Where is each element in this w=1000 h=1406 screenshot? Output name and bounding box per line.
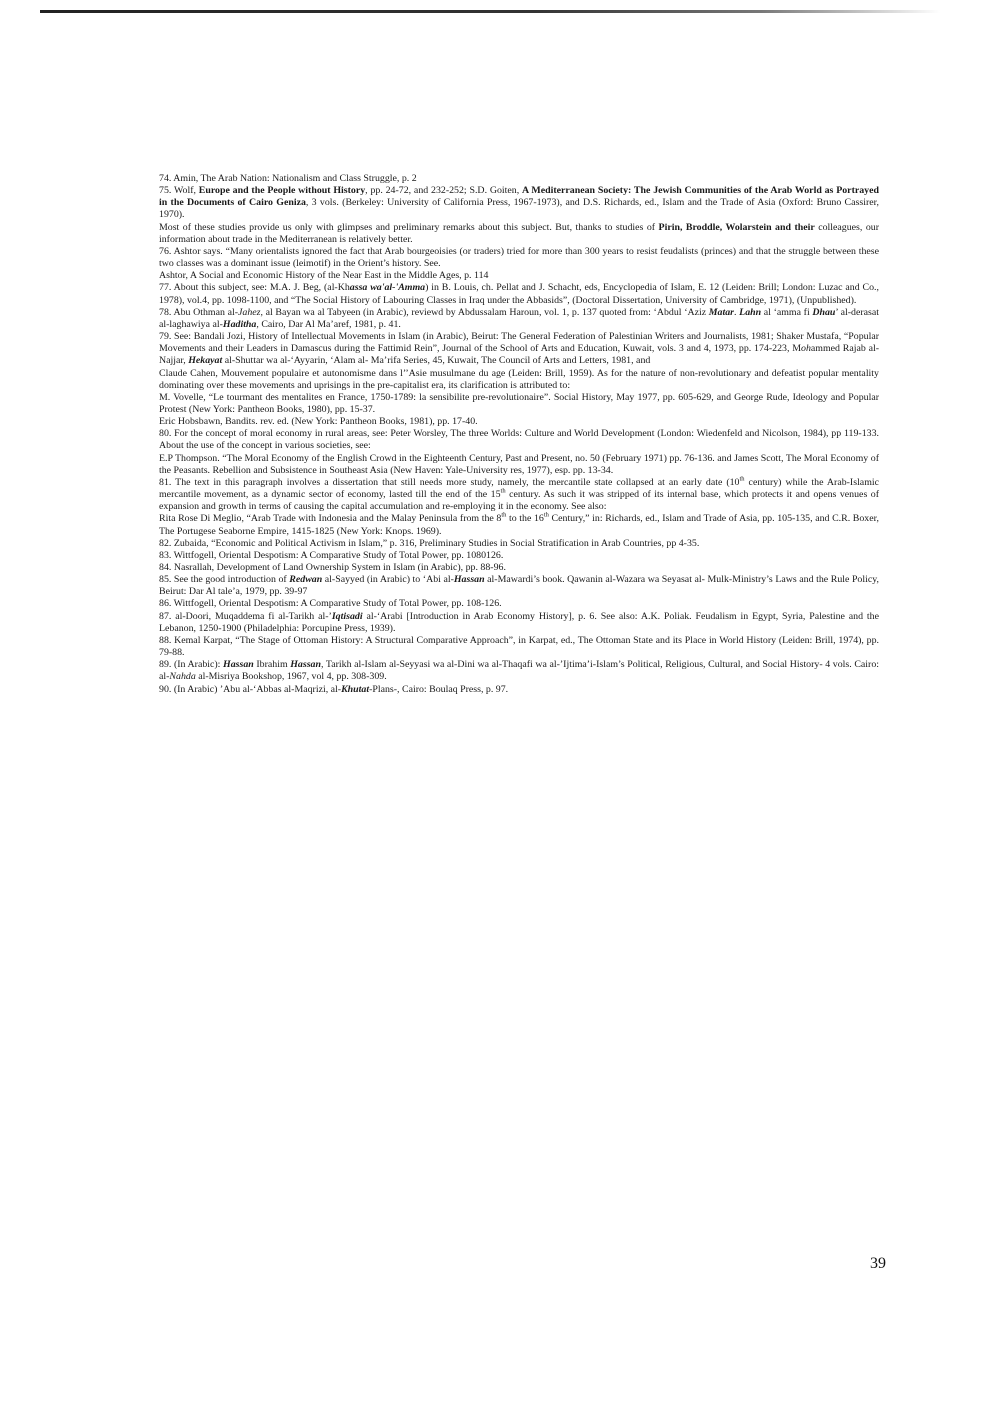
text-run: A Mediterranean Society: The Jewish Communities of the Arab World as Portrayed in the Documents of Cairo Geniza — [159, 185, 879, 209]
text-run: 81. The text in this paragraph involves a dissertation that still needs more study, namely, the mercantile state collapsed at an early date (10 — [159, 476, 740, 488]
text-run: , Cairo, Dar Al Ma’aref, 1981, p. 41. — [256, 318, 401, 330]
text-run: 85. See the good introduction of — [159, 574, 290, 586]
endnote-paragraph — [159, 331, 879, 367]
text-run: ’ al-derasat al-laghawiya al- — [159, 306, 880, 330]
text-run: al-Misriya Bookshop, 1967, vol 4, pp. 308-309. — [195, 671, 387, 683]
endnote-paragraph — [159, 185, 879, 221]
endnote-paragraph — [159, 684, 879, 696]
text-run: 78. Abu Othman al- — [159, 306, 239, 318]
text-run: Most of these studies provide us only with glimpses and preliminary remarks about this subject. But, thanks to studies of — [159, 221, 659, 233]
text-run: al-Sayyed (in Arabic) to ‘Abi al- — [322, 574, 454, 586]
endnote-paragraph — [159, 246, 879, 270]
text-run: al-Mawardi’s book. Qawanin al-Wazara wa Seyasat al- Mulk-Ministry’s Laws and the Rule Policy, Beirut: Dar Al tale’a, 1979, pp. 39-97 — [159, 574, 880, 598]
endnote-paragraph — [159, 550, 879, 562]
text-run: , pp. 24-72, and 232-252; S.D. Goiten, — [365, 185, 523, 197]
endnote-paragraph — [159, 270, 879, 282]
text-run: 90. (In Arabic) ’Abu al-‘Abbas al-Maqrizi, al- — [159, 683, 342, 695]
text-run: Rita Rose Di Meglio, “Arab Trade with Indonesia and the Malay Peninsula from the 8 — [159, 513, 502, 525]
endnote-paragraph — [159, 222, 879, 246]
text-run: Hassan — [223, 659, 254, 671]
text-run: Hassan — [453, 574, 485, 586]
text-run: 87. al-Doori, Muqaddema fi al-Tarikh al-’ — [159, 610, 332, 622]
text-run: Europe and the People without History — [198, 185, 366, 197]
text-run: 79. See: Bandali Jozi, History of Intellectual Movements in Islam (in Arabic), Beirut: The General Federation of Palestinian Writers and Journalists, 1981; Shaker Mustafa, “Popular Movements and their Leaders in Damascus during the Fattimid Rein”, Journal of the School of Arts and Education, Kuwait, vols. 3 and 4, 1973, pp. 174-223, M — [159, 331, 879, 355]
endnote-paragraph — [159, 282, 879, 306]
endnote-paragraph — [159, 453, 879, 477]
scan-edge-line — [40, 10, 940, 13]
text-run: Century,” in: Richards, ed., Islam and Trade of Asia, pp. 105-135, and C.R. Boxer, The Portugese Seaborne Empire, 1415-1825 (New York: Knops. 1969). — [159, 513, 879, 537]
text-run: 74. Amin, The Arab Nation: Nationalism and Class Struggle, p. 2 — [159, 173, 417, 184]
text-run: -Plans-, Cairo: Boulaq Press, p. 97. — [369, 683, 509, 695]
text-run: , 3 vols. (Berkeley: University of California Press, 1967-1973), and D.S. Richards, ed., Islam and the Trade of Asia (Oxford: Bruno Cassirer, 1970). — [159, 197, 879, 221]
superscript-text: th — [500, 487, 506, 495]
endnote-paragraph — [159, 392, 879, 416]
endnote-paragraph — [159, 368, 879, 392]
text-run: Haditha — [222, 318, 257, 330]
endnote-paragraph — [159, 611, 879, 635]
text-run: 83. Wittfogell, Oriental Despotism: A Comparative Study of Total Power, pp. 1080126. — [159, 549, 504, 561]
endnotes-list — [159, 173, 879, 696]
text-run: al-‘Arabi [Introduction in Arab Economy History], p. 6. See also: A.K. Poliak. Feudalism in Egypt, Syria, Palestine and the Lebanon, 1250-1900 (Philadelphia: Porcupine Press, 1939). — [159, 610, 879, 634]
text-run: Hekayat — [188, 355, 223, 367]
text-run: al-Shuttar wa al-‘Ayyarin, ‘Alam al- Ma’rifa Series, 45, Kuwait, The Council of Arts and Letters, 1981, and — [222, 355, 651, 367]
text-run: 88. Kemal Karpat, “The Stage of Ottoman History: A Structural Comparative Approach”, in Karpat, ed., The Ottoman State and its Place in World History (Leiden: Brill, 1974), pp. 79-88. — [159, 634, 879, 659]
text-run: 82. Zubaida, “Economic and Political Activism in Islam,” p. 316, Preliminary Studies in Social Stratification in Arab Countries, pp 4-35. — [159, 537, 700, 549]
text-run: Dhau — [812, 306, 836, 318]
text-run: Lahn — [739, 306, 762, 318]
endnote-paragraph — [159, 574, 879, 598]
text-run: , al Bayan wa al Tabyeen (in Arabic), reviewd by Abdussalam Haroun, vol. 1, p. 137 quoted from: ‘Abdul ‘Aziz — [260, 306, 709, 318]
text-run: M. Vovelle, “Le tourmant des mentalites en France, 1750-1789: la sensibilite pre-revolutionaire”. Social History, May 1977, pp. 605-629, and George Rude, Ideology and Popular Protest (New York: Pantheon Books, 1980), pp. 15-37. — [159, 391, 879, 415]
text-run: 84. Nasrallah, Development of Land Ownership System in Islam (in Arabic), pp. 88-96. — [159, 562, 506, 573]
text-run: 75. Wolf, — [159, 185, 199, 197]
text-run: ammed Rajab al-Najjar, — [159, 343, 879, 367]
text-run: century. As such it was stripped of its internal base, which protects it and opens venues of expansion and growth in terms of causing the capital accumulation and re-employing it in the economy. See also: — [159, 489, 879, 513]
superscript-text: th — [543, 512, 549, 520]
text-run: 77. About this subject, see: M.A. J. Beg, (al-Kh — [159, 282, 350, 294]
text-run: Hassan — [290, 659, 321, 671]
text-run: century) while the Arab-Islamic mercantile movement, as a dynamic sector of economy, lasted till the end of the 15 — [159, 476, 880, 501]
page-number: 39 — [870, 1255, 886, 1272]
text-run: 86. Wittfogell, Oriental Despotism: A Comparative Study of Total Power, pp. 108-126. — [159, 598, 502, 610]
text-run: Pirin, Broddle, Wolarstein and their — [658, 221, 815, 233]
text-run: Eric Hobsbawn, Bandits. rev. ed. (New York: Pantheon Books, 1981), pp. 17-40. — [159, 416, 478, 428]
endnote-paragraph — [159, 659, 879, 683]
text-run: Ibrahim — [253, 659, 291, 671]
text-run: Matar — [708, 306, 735, 318]
text-run: Ashtor, A Social and Economic History of the Near East in the Middle Ages, p. 114 — [159, 270, 489, 282]
text-run: , Tarikh al-Islam al-Seyyasi wa al-Dini wa al-Thaqafi wa al-’Ijtima’i-Islam’s Political, Religious, Cultural, and Social History- 4 vols. Cairo: al- — [159, 659, 880, 683]
endnote-paragraph — [159, 307, 879, 331]
text-run: E.P Thompson. “The Moral Economy of the English Crowd in the Eighteenth Century, Past and Present, no. 50 (February 1971) pp. 76-136. and James Scott, The Moral Economy of the Peasants. Rebellion and Subsistence in Southeast Asia (New Haven: Yale-University res, 1977), esp. pp. 13-34. — [159, 452, 879, 476]
endnote-paragraph — [159, 513, 879, 537]
text-run: Khutat — [341, 683, 370, 695]
text-run: 76. Ashtor says. “Many orientalists ignored the fact that Arab bourgeoisies (or traders) tried for more than 300 years to resist feudalists (princes) and that the struggle between these two classes was a dominant issue (leimotif) in the Orient’s history. See. — [159, 245, 879, 270]
text-run: Nahda — [169, 671, 196, 683]
endnote-paragraph — [159, 538, 879, 550]
endnote-paragraph — [159, 428, 879, 452]
endnote-paragraph — [159, 416, 879, 428]
text-run: oh — [801, 343, 811, 355]
endnote-paragraph — [159, 598, 879, 610]
superscript-text: th — [501, 512, 507, 520]
text-run: 89. (In Arabic): — [159, 659, 224, 671]
text-run: ) in B. Louis, ch. Pellat and J. Schacht, eds, Encyclopedia of Islam, E. 12 (Leiden: Brill; London: Luzac and Co., 1978), vol.4, pp. 1098-1100, and “The Social History of Labouring Classes in Iraq under the Abbasids”, (Doctoral Dissertation, University of Cambridge, 1971), (Unpublished). — [159, 282, 879, 306]
text-run: al ‘amma fi — [761, 306, 813, 318]
endnote-paragraph — [159, 635, 879, 659]
text-run: assa wa'al-'Amma — [349, 282, 426, 294]
text-run: Redwan — [289, 574, 323, 586]
text-run: Jahez — [238, 306, 261, 318]
superscript-text: th — [739, 475, 745, 483]
text-run: Claude Cahen, Mouvement populaire et autonomisme dans l’’Asie musulmane du age (Leiden: Brill, 1959). As for the nature of non-revolutionary and defeatist popular mentality dominating over these movements and uprisings in the pre-capitalist era, its clarification is attributed to: — [159, 367, 879, 391]
text-run: 80. For the concept of moral economy in rural areas, see: Peter Worsley, The three Worlds: Culture and World Development (London: Wiedenfeld and Nicolson, 1984), pp 119-133. About the use of the concept in various societies, see: — [159, 428, 879, 452]
endnote-paragraph — [159, 562, 879, 574]
text-run: to the 16 — [506, 513, 544, 525]
endnote-paragraph — [159, 173, 879, 185]
text-run: . — [734, 306, 740, 318]
text-run: colleagues, our information about trade in the Mediterranean is relatively better. — [159, 221, 879, 245]
text-run: Iqtisadi — [331, 610, 363, 622]
endnote-paragraph — [159, 477, 879, 513]
